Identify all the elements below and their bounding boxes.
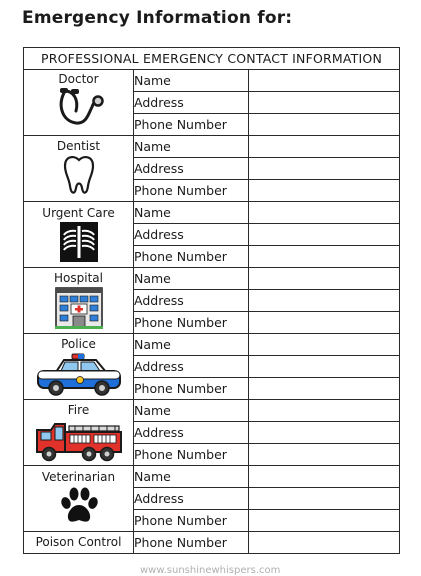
category-label-veterinarian: Veterinarian (41, 469, 116, 484)
field-label-address: Address (134, 422, 249, 444)
table-header-row (24, 48, 400, 70)
value-cell[interactable] (249, 268, 400, 290)
table-row (24, 202, 400, 224)
category-label-poison-control: Poison Control (35, 535, 122, 549)
value-cell[interactable] (249, 114, 400, 136)
field-label-name: Name (134, 466, 249, 488)
category-cell-hospital (24, 268, 134, 334)
table-row (24, 400, 400, 422)
field-label-address: Address (134, 92, 249, 114)
emergency-contact-table (23, 47, 400, 554)
hospital-building-icon (54, 286, 104, 330)
category-cell-doctor (24, 70, 134, 136)
category-label-police: Police (61, 336, 96, 351)
field-label-phone: Phone Number (134, 444, 249, 466)
value-cell[interactable] (249, 246, 400, 268)
field-label-phone: Phone Number (134, 510, 249, 532)
category-cell-veterinarian (24, 466, 134, 532)
tooth-icon (62, 154, 96, 198)
field-label-name: Name (134, 334, 249, 356)
value-cell[interactable] (249, 532, 400, 554)
value-cell[interactable] (249, 202, 400, 224)
category-label-hospital: Hospital (54, 270, 103, 285)
category-label-urgent-care: Urgent Care (42, 205, 115, 220)
table-row (24, 70, 400, 92)
field-label-phone: Phone Number (134, 532, 249, 554)
field-label-name: Name (134, 400, 249, 422)
value-cell[interactable] (249, 180, 400, 202)
value-cell[interactable] (249, 290, 400, 312)
category-cell-dentist (24, 136, 134, 202)
value-cell[interactable] (249, 158, 400, 180)
field-label-name: Name (134, 136, 249, 158)
table-header: PROFESSIONAL EMERGENCY CONTACT INFORMATION (24, 48, 400, 70)
page-title: Emergency Information for: (22, 8, 293, 28)
value-cell[interactable] (249, 356, 400, 378)
field-label-name: Name (134, 268, 249, 290)
value-cell[interactable] (249, 422, 400, 444)
field-label-address: Address (134, 356, 249, 378)
value-cell[interactable] (249, 136, 400, 158)
category-label-fire: Fire (67, 402, 90, 417)
value-cell[interactable] (249, 444, 400, 466)
field-label-name: Name (134, 70, 249, 92)
police-car-icon (34, 352, 124, 396)
category-cell-fire (24, 400, 134, 466)
table-row (24, 334, 400, 356)
table-row (24, 532, 400, 554)
stethoscope-icon (54, 87, 104, 133)
value-cell[interactable] (249, 510, 400, 532)
value-cell[interactable] (249, 334, 400, 356)
value-cell[interactable] (249, 92, 400, 114)
value-cell[interactable] (249, 224, 400, 246)
field-label-phone: Phone Number (134, 180, 249, 202)
field-label-phone: Phone Number (134, 114, 249, 136)
field-label-address: Address (134, 488, 249, 510)
fire-truck-icon (33, 418, 125, 462)
value-cell[interactable] (249, 312, 400, 334)
value-cell[interactable] (249, 488, 400, 510)
value-cell[interactable] (249, 400, 400, 422)
field-label-phone: Phone Number (134, 312, 249, 334)
category-cell-poison-control (24, 532, 134, 554)
table-row (24, 268, 400, 290)
field-label-address: Address (134, 224, 249, 246)
field-label-name: Name (134, 202, 249, 224)
xray-icon (59, 221, 99, 263)
value-cell[interactable] (249, 70, 400, 92)
category-cell-police (24, 334, 134, 400)
footer-url: www.sunshinewhispers.com (140, 565, 281, 576)
field-label-phone: Phone Number (134, 246, 249, 268)
value-cell[interactable] (249, 378, 400, 400)
field-label-address: Address (134, 158, 249, 180)
category-label-dentist: Dentist (56, 138, 101, 153)
category-label-doctor: Doctor (58, 71, 99, 86)
table-row (24, 466, 400, 488)
paw-print-icon (58, 485, 100, 527)
field-label-phone: Phone Number (134, 378, 249, 400)
table-row (24, 136, 400, 158)
field-label-address: Address (134, 290, 249, 312)
value-cell[interactable] (249, 466, 400, 488)
category-cell-urgent-care (24, 202, 134, 268)
